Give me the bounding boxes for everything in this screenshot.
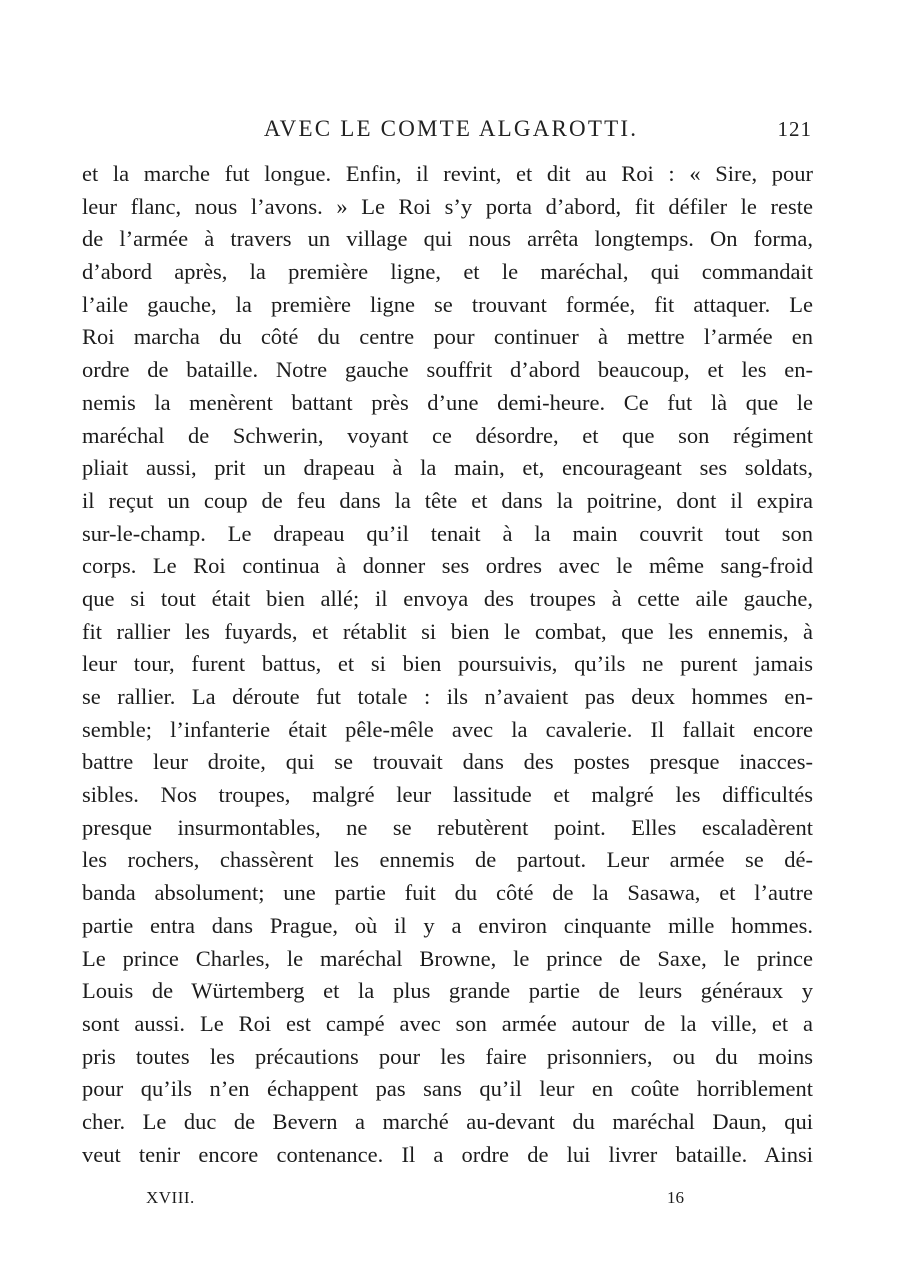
page-number: 121 xyxy=(777,117,812,141)
page-footer xyxy=(82,1183,813,1213)
text-line: de l’armée à travers un village qui nous arrêta longtemps. On forma, xyxy=(82,226,813,252)
text-line: sibles. Nos troupes, malgré leur lassitude et malgré les difficultés xyxy=(82,782,813,808)
text-line: sur-le-champ. Le drapeau qu’il tenait à la main couvrit tout son xyxy=(82,520,813,546)
text-line: sont aussi. Le Roi est campé avec son armée autour de la ville, et a xyxy=(82,1010,813,1036)
running-title: AVEC LE COMTE ALGAROTTI. xyxy=(263,116,639,141)
text-line: les rochers, chassèrent les ennemis de partout. Leur armée se dé- xyxy=(82,847,813,873)
sheet-number: 16 xyxy=(667,1188,684,1207)
text-line: leur tour, furent battus, et si bien poursuivis, qu’ils ne purent jamais xyxy=(82,651,813,677)
text-line: nemis la menèrent battant près d’une demi-heure. Ce fut là que le xyxy=(82,389,813,415)
text-line: banda absolument; une partie fuit du côté de la Sasawa, et l’autre xyxy=(82,880,813,906)
signature-mark: XVIII. xyxy=(146,1188,195,1207)
running-head xyxy=(82,112,820,146)
text-line: ordre de bataille. Notre gauche souffrit d’abord beaucoup, et les en- xyxy=(82,357,813,383)
text-line: Roi marcha du côté du centre pour continuer à mettre l’armée en xyxy=(82,324,813,350)
text-line: il reçut un coup de feu dans la tête et dans la poitrine, dont il expira xyxy=(82,487,813,513)
text-line: Louis de Würtemberg et la plus grande partie de leurs généraux y xyxy=(82,978,813,1004)
text-line: veut tenir encore contenance. Il a ordre de lui livrer bataille. Ainsi xyxy=(82,1141,813,1167)
text-line: presque insurmontables, ne se rebutèrent point. Elles escaladèrent xyxy=(82,814,813,840)
text-line: corps. Le Roi continua à donner ses ordres avec le même sang-froid xyxy=(82,553,813,579)
text-line: l’aile gauche, la première ligne se trouvant formée, fit attaquer. Le xyxy=(82,291,813,317)
text-line: battre leur droite, qui se trouvait dans des postes presque inacces- xyxy=(82,749,813,775)
text-line: et la marche fut longue. Enfin, il revint, et dit au Roi : « Sire, pour xyxy=(82,161,813,186)
text-line: que si tout était bien allé; il envoya des troupes à cette aile gauche, xyxy=(82,585,813,611)
text-line: partie entra dans Prague, où il y a environ cinquante mille hommes. xyxy=(82,912,813,938)
text-line: leur flanc, nous l’avons. » Le Roi s’y porta d’abord, fit défiler le reste xyxy=(82,193,813,219)
text-line: se rallier. La déroute fut totale : ils n’avaient pas deux hommes en- xyxy=(82,684,813,709)
text-line: pliait aussi, prit un drapeau à la main, et, encourageant ses soldats, xyxy=(82,455,813,481)
text-line: pris toutes les précautions pour les faire prisonniers, ou du moins xyxy=(82,1043,813,1069)
text-line: cher. Le duc de Bevern a marché au-devant du maréchal Daun, qui xyxy=(82,1108,813,1134)
text-line: maréchal de Schwerin, voyant ce désordre, et que son régiment xyxy=(82,422,813,448)
text-line: fit rallier les fuyards, et rétablit si bien le combat, que les ennemis, à xyxy=(82,618,813,644)
text-line: semble; l’infanterie était pêle-mêle avec la cavalerie. Il fallait encore xyxy=(82,716,813,742)
text-line: d’abord après, la première ligne, et le maréchal, qui commandait xyxy=(82,259,813,285)
text-line: Le prince Charles, le maréchal Browne, le prince de Saxe, le prince xyxy=(82,945,813,971)
body-text xyxy=(82,158,813,1171)
text-line: pour qu’ils n’en échappent pas sans qu’il leur en coûte horriblement xyxy=(82,1076,813,1102)
